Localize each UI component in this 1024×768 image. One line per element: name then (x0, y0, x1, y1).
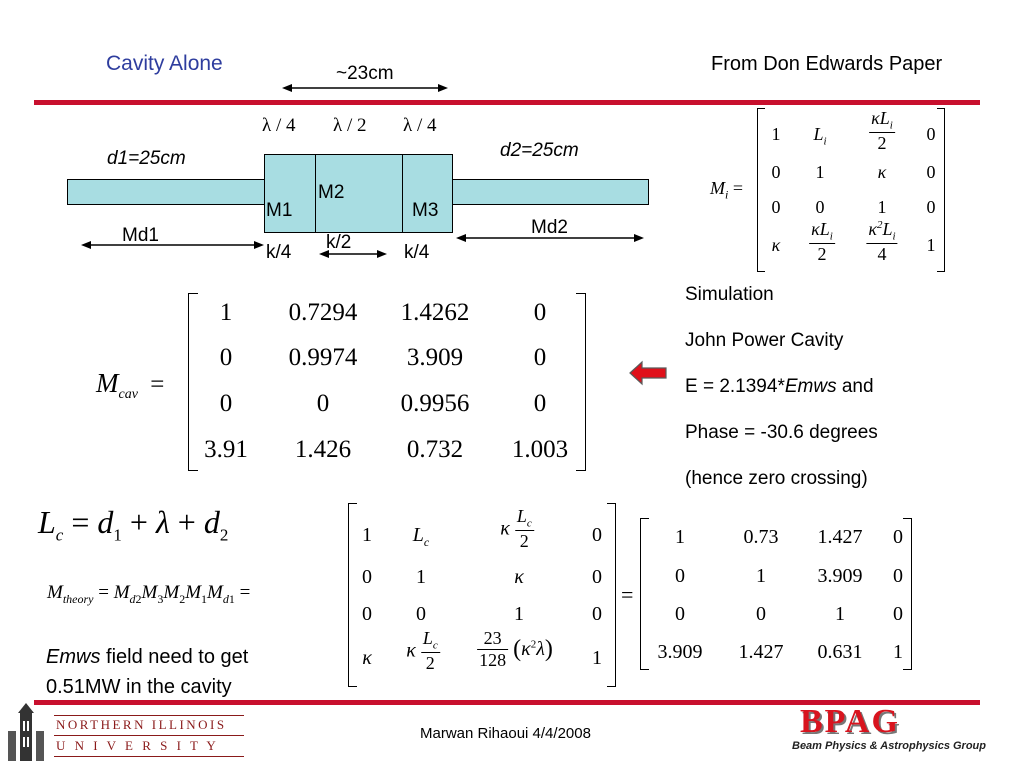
result-cell: 0 (675, 603, 685, 625)
theory-cell: 0 (416, 603, 426, 625)
result-cell: 0.73 (743, 526, 779, 548)
mi-cell: 1 (815, 162, 825, 182)
theory-cell: 0 (362, 566, 372, 588)
mcav-lhs: M (96, 368, 119, 398)
md1-arrow (80, 237, 265, 253)
mcav-bracket-left (188, 293, 198, 471)
mcav-bracket-right (576, 293, 586, 471)
mcav-cell: 1.426 (294, 436, 352, 463)
wave-label-2: λ / 2 (333, 115, 367, 136)
niu-rule-mid (54, 735, 244, 736)
mcav-cell: 0 (533, 299, 547, 326)
theory-matrix (345, 500, 620, 690)
md2-label: Md2 (531, 217, 568, 238)
mi-lhs: M (710, 178, 725, 198)
theory-cell: 1 (416, 566, 426, 588)
mi-cell: 0 (815, 197, 825, 217)
d1-label: d1=25cm (107, 148, 186, 169)
mcav-cell: 3.91 (204, 436, 248, 463)
result-bracket-right (903, 518, 912, 670)
mi-cell: 0 (771, 197, 781, 217)
mi-cell: 0 (926, 162, 936, 182)
mi-cell: 1 (771, 124, 781, 144)
theory-cell: 0 (592, 524, 602, 546)
sim-zero-crossing: (hence zero crossing) (685, 468, 868, 489)
mcav-cell: 1 (219, 299, 233, 326)
mcav-cell: 0 (316, 390, 330, 417)
k4-label-right: k/4 (404, 242, 430, 263)
mcav-cell: 0 (533, 344, 547, 371)
mcav-cell: 0.7294 (288, 299, 358, 326)
lc-equation: $L_c = d_1 + \lambda + d_2$ (38, 504, 229, 545)
mi-cell: κ (771, 235, 781, 255)
cavity-diagram (0, 0, 660, 280)
mcav-lhs-sub: cav (118, 387, 138, 402)
mi-cell-frac: $\kappa L_i$ 2 (871, 108, 893, 153)
mcav-cell: 0.9974 (288, 344, 358, 371)
result-cell: 3.909 (657, 641, 703, 663)
theory-cell: 0 (592, 566, 602, 588)
source-label: From Don Edwards Paper (711, 53, 943, 75)
niu-tower-logo (4, 703, 48, 765)
result-cell: 1 (835, 603, 845, 625)
author-date: Marwan Rihaoui 4/4/2008 (420, 725, 591, 742)
niu-rule-top (54, 715, 244, 716)
niu-name-top: NORTHERN ILLINOIS (56, 717, 227, 732)
theory-cell: κ (514, 566, 524, 588)
mi-cell: 1 (877, 197, 887, 217)
mi-cell: 0 (926, 197, 936, 217)
result-cell: 0 (893, 565, 903, 587)
m1-label: M1 (266, 200, 293, 221)
sim-phase: Phase = -30.6 degrees (685, 422, 878, 443)
mi-bracket-right (937, 108, 945, 272)
mcav-cell: 0 (533, 390, 547, 417)
m2-label: M2 (318, 182, 345, 203)
result-cell: 0 (893, 603, 903, 625)
mcav-cell: 0 (219, 344, 233, 371)
bpag-subtitle: Beam Physics & Astrophysics Group (792, 740, 986, 752)
k4-label-left: k/4 (266, 242, 292, 263)
mcav-cell: 1.003 (511, 436, 569, 463)
mi-cell-frac: $\kappa L_i$ 2 (811, 219, 833, 264)
theory-bracket-left (348, 503, 357, 687)
theory-cell: 0 (362, 603, 372, 625)
mi-cell: 1 (926, 235, 936, 255)
md1-label: Md1 (122, 225, 159, 246)
result-bracket-left (640, 518, 649, 670)
result-cell: 1.427 (738, 641, 784, 663)
result-cell: 0 (756, 603, 766, 625)
wave-label-1: λ / 4 (262, 115, 296, 136)
mi-cell: 0 (771, 162, 781, 182)
mcav-cell: 0 (219, 390, 233, 417)
theory-cell: 1 (592, 647, 602, 669)
sim-cavity: John Power Cavity (685, 330, 844, 351)
mcav-matrix: $M_{cav}$ = 1 0.7294 1.4262 0 0 0.9974 3.909 0 0 0 0.9956 0 3.91 1.426 0.732 1.003 (90, 290, 600, 475)
theory-cell-frac: κ $\frac{L_c}{2}$ (500, 506, 532, 551)
equals-sign: = (621, 582, 634, 607)
theory-cell-frac: κ $\frac{L_c}{2}$ (406, 628, 438, 673)
result-cell: 1 (675, 526, 685, 548)
d2-label: d2=25cm (500, 140, 579, 161)
theory-bracket-right (607, 503, 616, 687)
bpag-logo: BPAG (800, 703, 900, 740)
result-cell: 0 (893, 526, 903, 548)
cavity-width-label: ~23cm (336, 63, 394, 84)
theory-cell: 0 (592, 603, 602, 625)
sim-energy: E = 2.1394*Emws and (685, 376, 874, 397)
mi-cell: $L_i$ (813, 124, 827, 148)
theory-cell: 1 (514, 603, 524, 625)
result-cell: 0 (675, 565, 685, 587)
mi-matrix: $M_i$ = 1 $L_i$ $\kappa L_i$ 2 0 0 1 κ 0 0 0 1 0 κ $\kappa L_i$ 2 $\kappa^2L_i$ 4 1 (700, 100, 960, 280)
mi-lhs-sub: i (725, 187, 729, 202)
mi-cell: 0 (926, 124, 936, 144)
mcav-cell: 3.909 (406, 344, 464, 371)
niu-name-bottom: U N I V E R S I T Y (56, 738, 219, 753)
k2-label: k/2 (326, 232, 352, 253)
result-cell: 3.909 (817, 565, 863, 587)
sim-heading: Simulation (685, 284, 774, 305)
mcav-cell: 1.4262 (400, 299, 470, 326)
mi-cell: κ (877, 162, 887, 182)
width-arrow (280, 78, 450, 98)
mi-cell-frac: $\kappa^2L_i$ 4 (868, 219, 896, 264)
theory-cell: κ (362, 647, 372, 669)
theory-cell: $L_c$ (412, 524, 430, 549)
result-cell: 1 (756, 565, 766, 587)
result-matrix (640, 512, 920, 672)
wave-label-3: λ / 4 (403, 115, 437, 136)
result-cell: 1.427 (817, 526, 863, 548)
mi-bracket-left (757, 108, 765, 272)
mcav-cell: 0.9956 (400, 390, 470, 417)
slide-title: Cavity Alone (106, 52, 223, 75)
theory-cell-frac: $\frac{23}{128}$ $(\kappa^2\lambda)$ (479, 628, 553, 670)
mtheory-lhs: $M_{theory} = M_{d2}M_3M_2M_1M_{d1}$ = (47, 582, 251, 606)
result-cell: 0.631 (817, 641, 863, 663)
md2-arrow (455, 230, 645, 246)
m3-label: M3 (412, 200, 439, 221)
left-arrow-icon (628, 360, 668, 386)
theory-cell: 1 (362, 524, 372, 546)
niu-rule-bottom (54, 756, 244, 757)
mcav-cell: 0.732 (406, 436, 464, 463)
emws-note: Emws field need to get 0.51MW in the cavity (46, 646, 249, 698)
result-cell: 1 (893, 641, 903, 663)
